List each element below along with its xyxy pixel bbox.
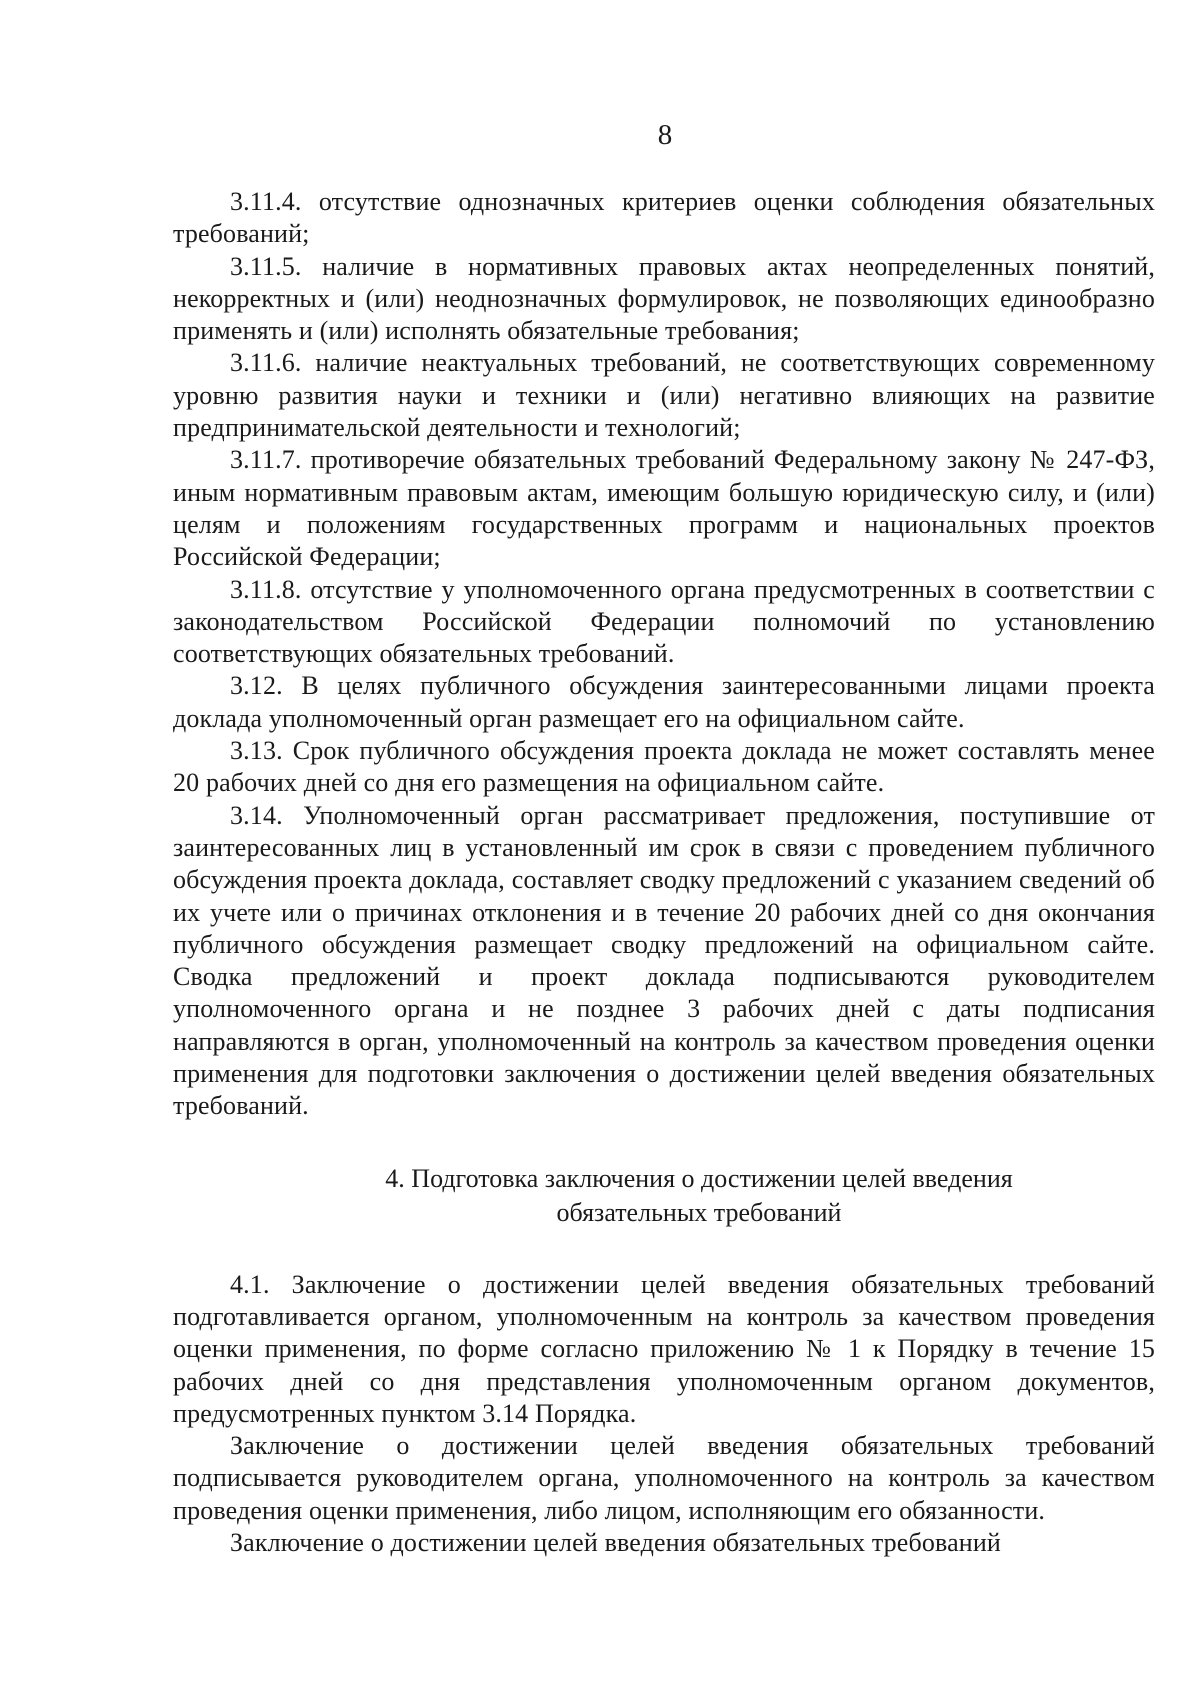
section-4-heading — [173, 1162, 1155, 1230]
document-body — [173, 186, 1155, 1559]
paragraph-3-13: 3.13. Срок публичного обсуждения проекта доклада не может составлять менее 20 рабочих дней со дня его размещения на официальном сайте. — [173, 736, 1155, 798]
paragraph-4-1: 4.1. Заключение о достижении целей введения обязательных требований подготавливается органом, уполномоченным на контроль за качеством проведения оценки применения, по форме согласно приложению № 1 к Порядку в течение 15 рабочих дней со дня представления уполномоченным органом документов, предусмотренных пунктом 3.14 Порядка. — [173, 1269, 1155, 1428]
paragraph-3-11-5: 3.11.5. наличие в нормативных правовых актах неопределенных понятий, некорректных и (или) неоднозначных формулировок, не позволяющих единообразно применять и (или) исполнять обязательные требования; — [173, 251, 1155, 346]
section-heading-line-2: обязательных требований — [556, 1197, 842, 1227]
paragraph-3-11-6: 3.11.6. наличие неактуальных требований, не соответствующих современному уровню развития науки и техники и (или) негативно влияющих на развитие предпринимательской деятельности и технологий; — [173, 348, 1155, 443]
paragraph-3-12: 3.12. В целях публичного обсуждения заинтересованными лицами проекта доклада уполномоченный орган размещает его на официальном сайте. — [173, 671, 1155, 733]
paragraph-3-11-4: 3.11.4. отсутствие однозначных критериев оценки соблюдения обязательных требований; — [173, 187, 1155, 249]
paragraph-3-14: 3.14. Уполномоченный орган рассматривает предложения, поступившие от заинтересованных лиц в установленный им срок в связи с проведением публичного обсуждения проекта доклада, составляет сводку предложений с указанием сведений об их учете или о причинах отклонения и в течение 20 рабочих дней со дня окончания публичного обсуждения размещает сводку предложений на официальном сайте. Сводка предложений и проект доклада подписываются руководителем уполномоченного органа и не позднее 3 рабочих дней с даты подписания направляются в орган, уполномоченный на контроль за качеством проведения оценки применения для подготовки заключения о достижении целей введения обязательных требований. — [173, 800, 1155, 1121]
page-number: 8 — [657, 119, 673, 151]
paragraph-conclusion-continued: Заключение о достижении целей введения обязательных требований — [230, 1527, 1001, 1557]
paragraph-3-11-8: 3.11.8. отсутствие у уполномоченного органа предусмотренных в соответствии с законодательством Российской Федерации полномочий по установлению соответствующих обязательных требований. — [173, 574, 1155, 669]
paragraph-conclusion-signing: Заключение о достижении целей введения обязательных требований подписывается руководителем органа, уполномоченного на контроль за качеством проведения оценки применения, либо лицом, исполняющим его обязанности. — [173, 1431, 1155, 1525]
section-heading-line-1: 4. Подготовка заключения о достижении целей введения — [385, 1163, 1013, 1193]
paragraph-3-11-7: 3.11.7. противоречие обязательных требований Федеральному закону № 247-ФЗ, иным нормативным правовым актам, имеющим большую юридическую силу, и (или) целям и положениям государственных программ и национальных проектов Российской Федерации; — [173, 445, 1155, 572]
